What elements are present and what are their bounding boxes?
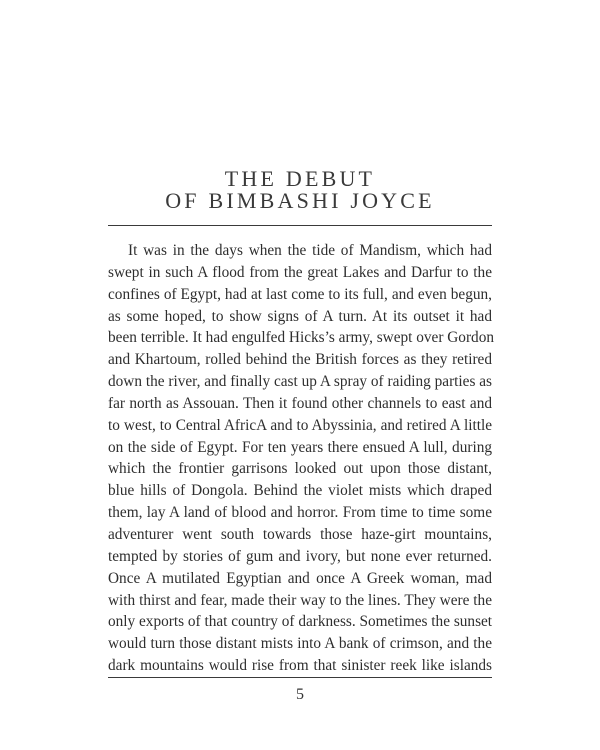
chapter-title-line-1: THE DEBUT: [224, 166, 376, 191]
text-line: to west, to Central AfricA and to Abyssinia, and retired A little: [108, 416, 492, 434]
text-line: been terrible. It had engulfed Hicks’s army, swept over Gordon: [108, 329, 494, 347]
text-line: down the river, and finally cast up A spray of raiding parties as: [108, 373, 492, 391]
text-line: Once A mutilated Egyptian and once A Greek woman, mad: [108, 569, 492, 587]
text-line: far north as Assouan. Then it found other channels to east and: [108, 394, 492, 412]
page-number: 5: [296, 686, 304, 703]
text-line: and Khartoum, rolled behind the British forces as they retired: [108, 351, 492, 369]
text-line: as some hoped, to show signs of A turn. At its outset it had: [108, 307, 492, 325]
text-line: It was in the days when the tide of Mandism, which had: [128, 242, 492, 259]
text-line: with thirst and fear, made their way to the lines. They were the: [108, 591, 492, 609]
chapter-body-text: [108, 240, 492, 677]
text-line: confines of Egypt, had at last come to its full, and even begun,: [108, 285, 492, 303]
text-line: tempted by stories of gum and ivory, but none ever returned.: [108, 547, 492, 565]
text-line: on the side of Egypt. For ten years there ensued A lull, during: [108, 438, 492, 456]
text-line: would turn those distant mists into A bank of crimson, and the: [108, 635, 492, 653]
text-line: them, lay A land of blood and horror. From time to time some: [108, 504, 492, 522]
text-line: swept in such A flood from the great Lakes and Darfur to the: [108, 263, 492, 281]
chapter-title-line-2: OF BIMBASHI JOYCE: [165, 188, 435, 213]
text-line: blue hills of Dongola. Behind the violet mists which draped: [108, 482, 492, 500]
text-line: which the frontier garrisons looked out upon those distant,: [108, 460, 492, 478]
header-rule: [108, 225, 492, 226]
footer-rule: [108, 677, 492, 678]
text-line: adventurer went south towards those haze-girt mountains,: [108, 525, 492, 543]
text-line: dark mountains would rise from that sinister reek like islands: [108, 657, 492, 675]
text-line: only exports of that country of darkness. Sometimes the sunset: [108, 613, 493, 631]
